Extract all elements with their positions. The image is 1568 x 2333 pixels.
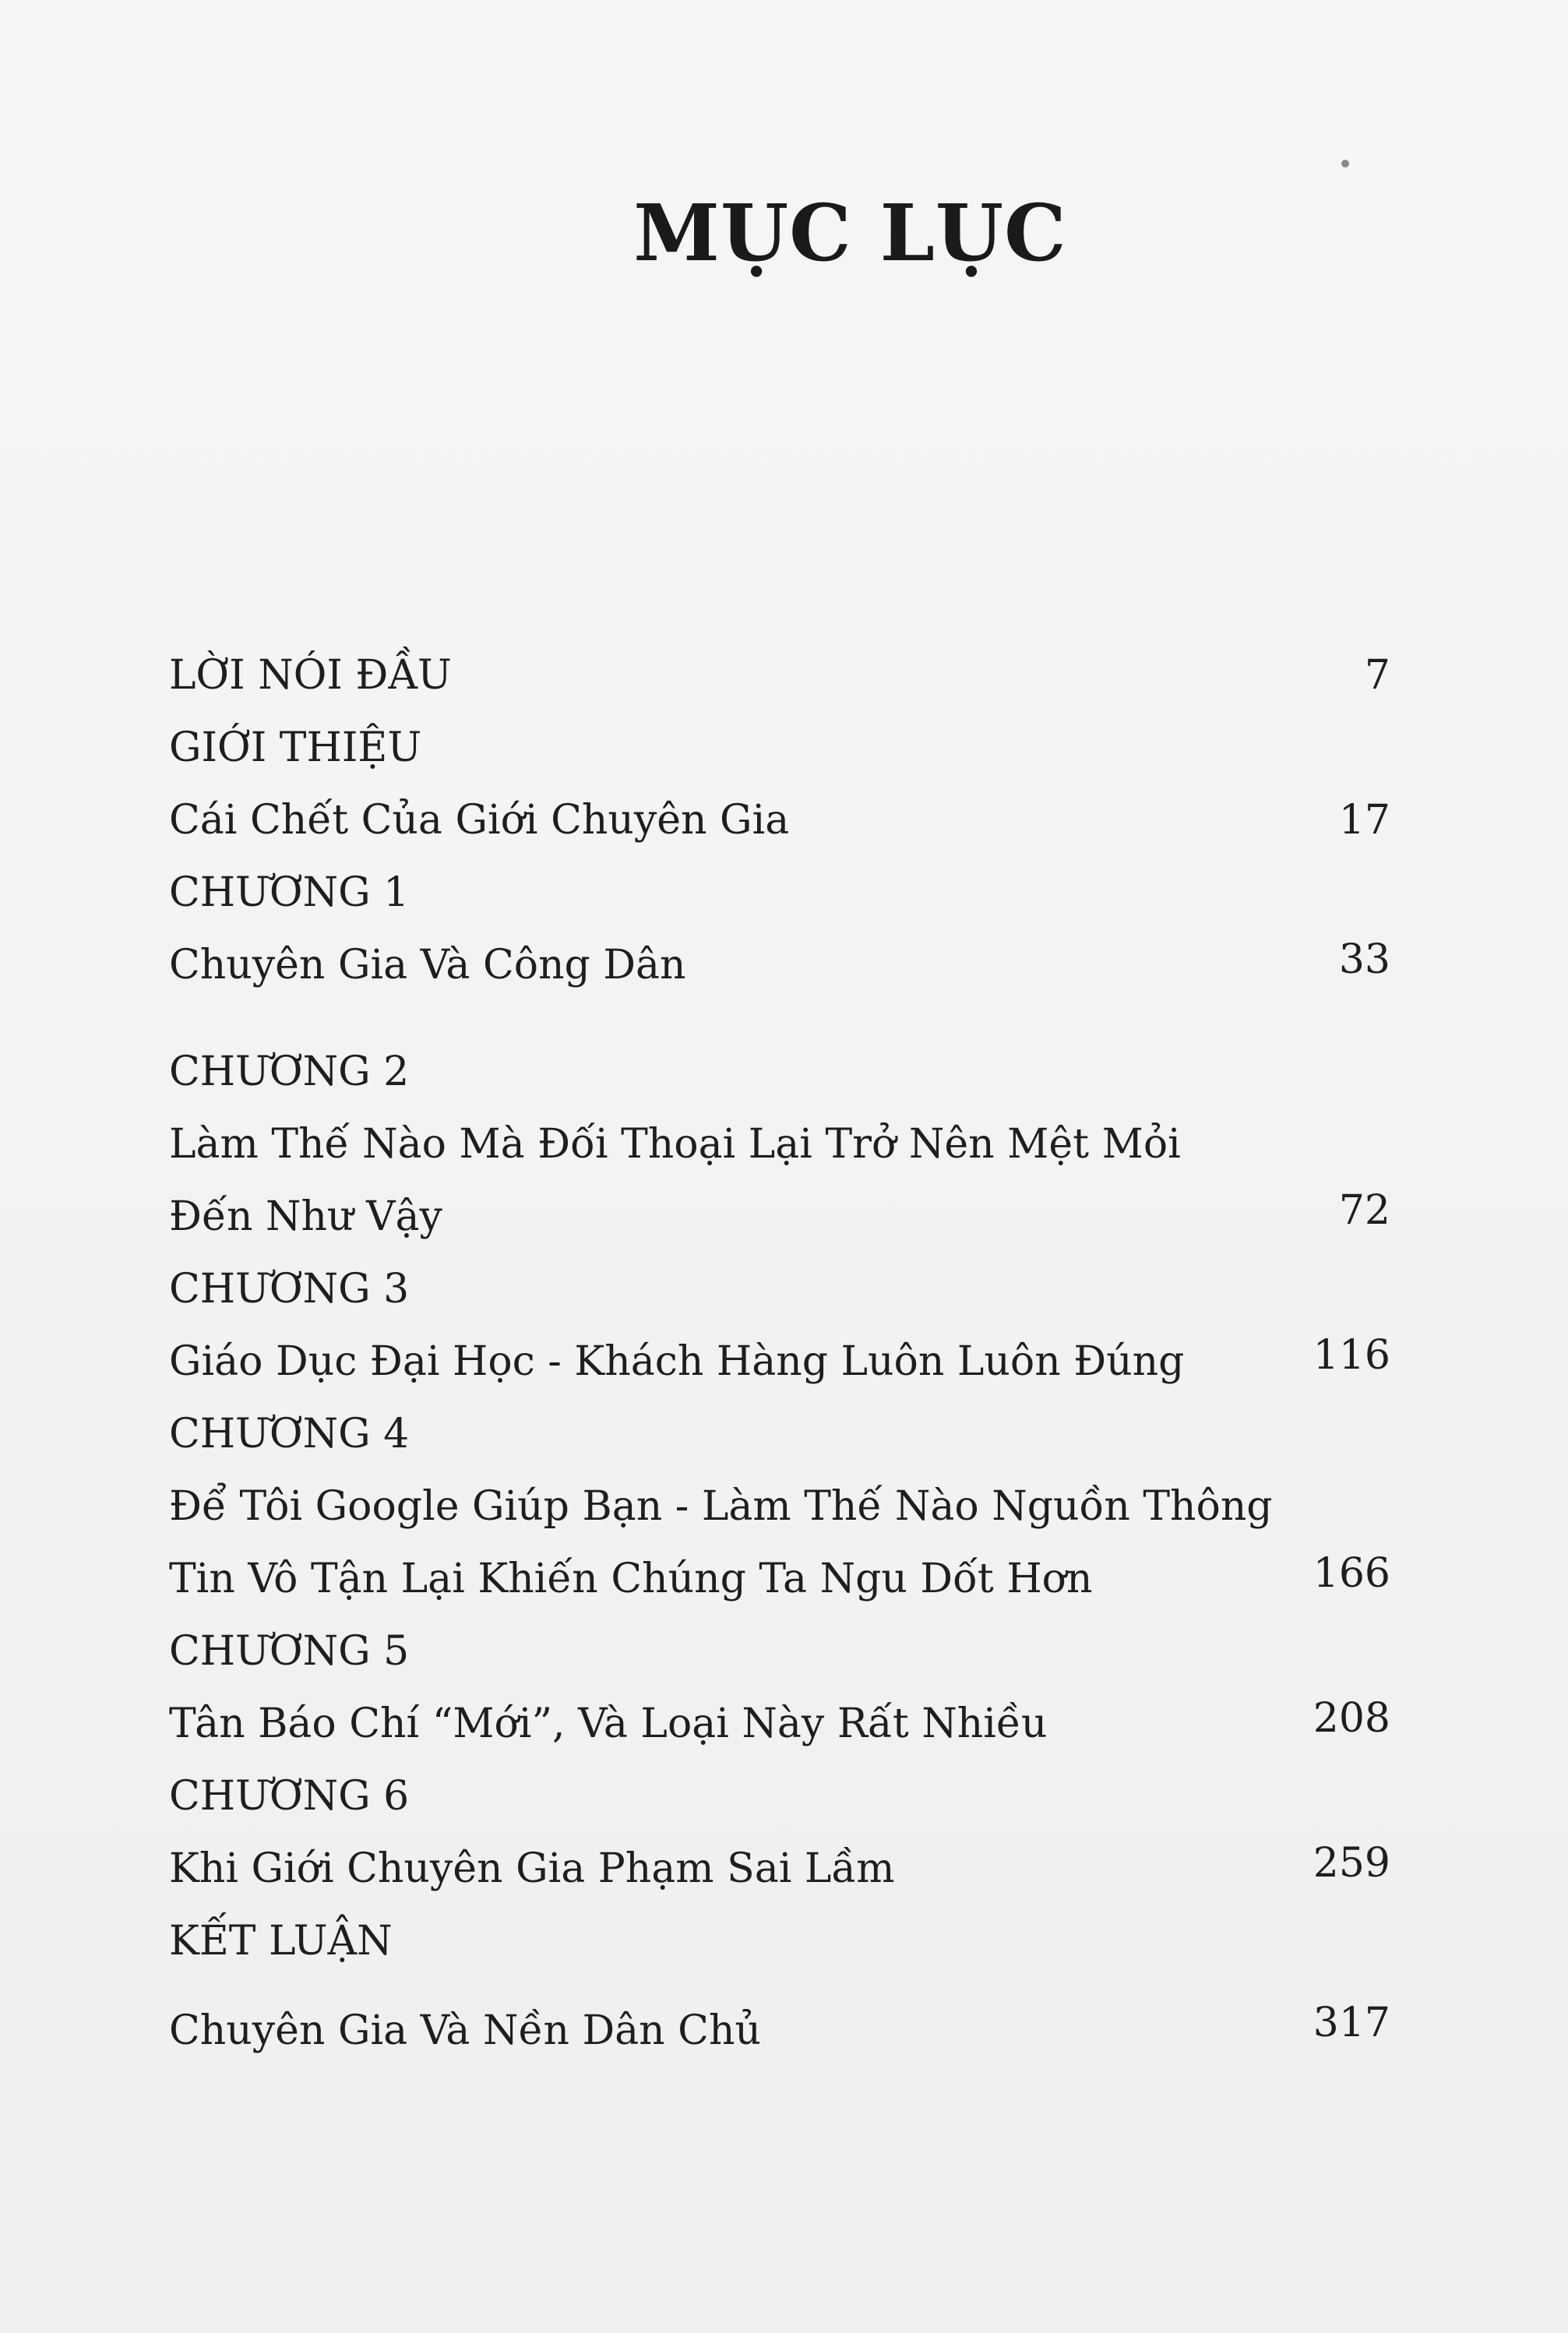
toc-entry-chapter-2-title-line-1: Làm Thế Nào Mà Đối Thoại Lại Trở Nên Mệt Mỏi [169,1121,1181,1168]
toc-entry-chapter-3-title: Giáo Dục Đại Học - Khách Hàng Luôn Luôn Đúng [169,1338,1185,1385]
toc-entry-chapter-1-title: Chuyên Gia Và Công Dân [169,942,686,989]
toc-entry-preface: LỜI NÓI ĐẦU [169,652,452,699]
toc-page-chapter-5: 208 [1313,1695,1390,1742]
toc-entry-chapter-6-title: Khi Giới Chuyên Gia Phạm Sai Lầm [169,1845,895,1892]
toc-page-conclusion: 317 [1313,2000,1390,2046]
toc-page-chapter-1: 33 [1338,936,1390,983]
toc-page-chapter-2: 72 [1338,1187,1390,1234]
toc-page-chapter-3: 116 [1313,1332,1390,1379]
toc-entry-chapter-1: CHƯƠNG 1 [169,869,410,916]
toc-entry-introduction-title: Cái Chết Của Giới Chuyên Gia [169,797,790,844]
toc-entry-introduction: GIỚI THIỆU [169,724,422,771]
toc-entry-chapter-5-title: Tân Báo Chí “Mới”, Và Loại Này Rất Nhiều [169,1700,1048,1747]
toc-entry-chapter-4-title-line-2: Tin Vô Tận Lại Khiến Chúng Ta Ngu Dốt Hơn [169,1556,1093,1602]
toc-entry-chapter-4: CHƯƠNG 4 [169,1411,410,1457]
page-title: MỤC LỤC [633,187,1067,279]
toc-entry-conclusion: KẾT LUẬN [169,1918,393,1965]
toc-page-chapter-6: 259 [1313,1840,1390,1887]
toc-entry-chapter-4-title-line-1: Để Tôi Google Giúp Bạn - Làm Thế Nào Nguồn Thông [169,1483,1273,1530]
toc-page-preface: 7 [1364,652,1390,699]
toc-entry-chapter-3: CHƯƠNG 3 [169,1266,410,1313]
toc-entry-chapter-5: CHƯƠNG 5 [169,1628,410,1675]
toc-page-chapter-4: 166 [1313,1550,1390,1597]
toc-entry-conclusion-title: Chuyên Gia Và Nền Dân Chủ [169,2007,761,2054]
toc-entry-chapter-2-title-line-2: Đến Như Vậy [169,1193,442,1240]
toc-page-introduction: 17 [1338,797,1390,844]
toc-entry-chapter-6: CHƯƠNG 6 [169,1773,410,1820]
toc-entry-chapter-2: CHƯƠNG 2 [169,1048,410,1095]
